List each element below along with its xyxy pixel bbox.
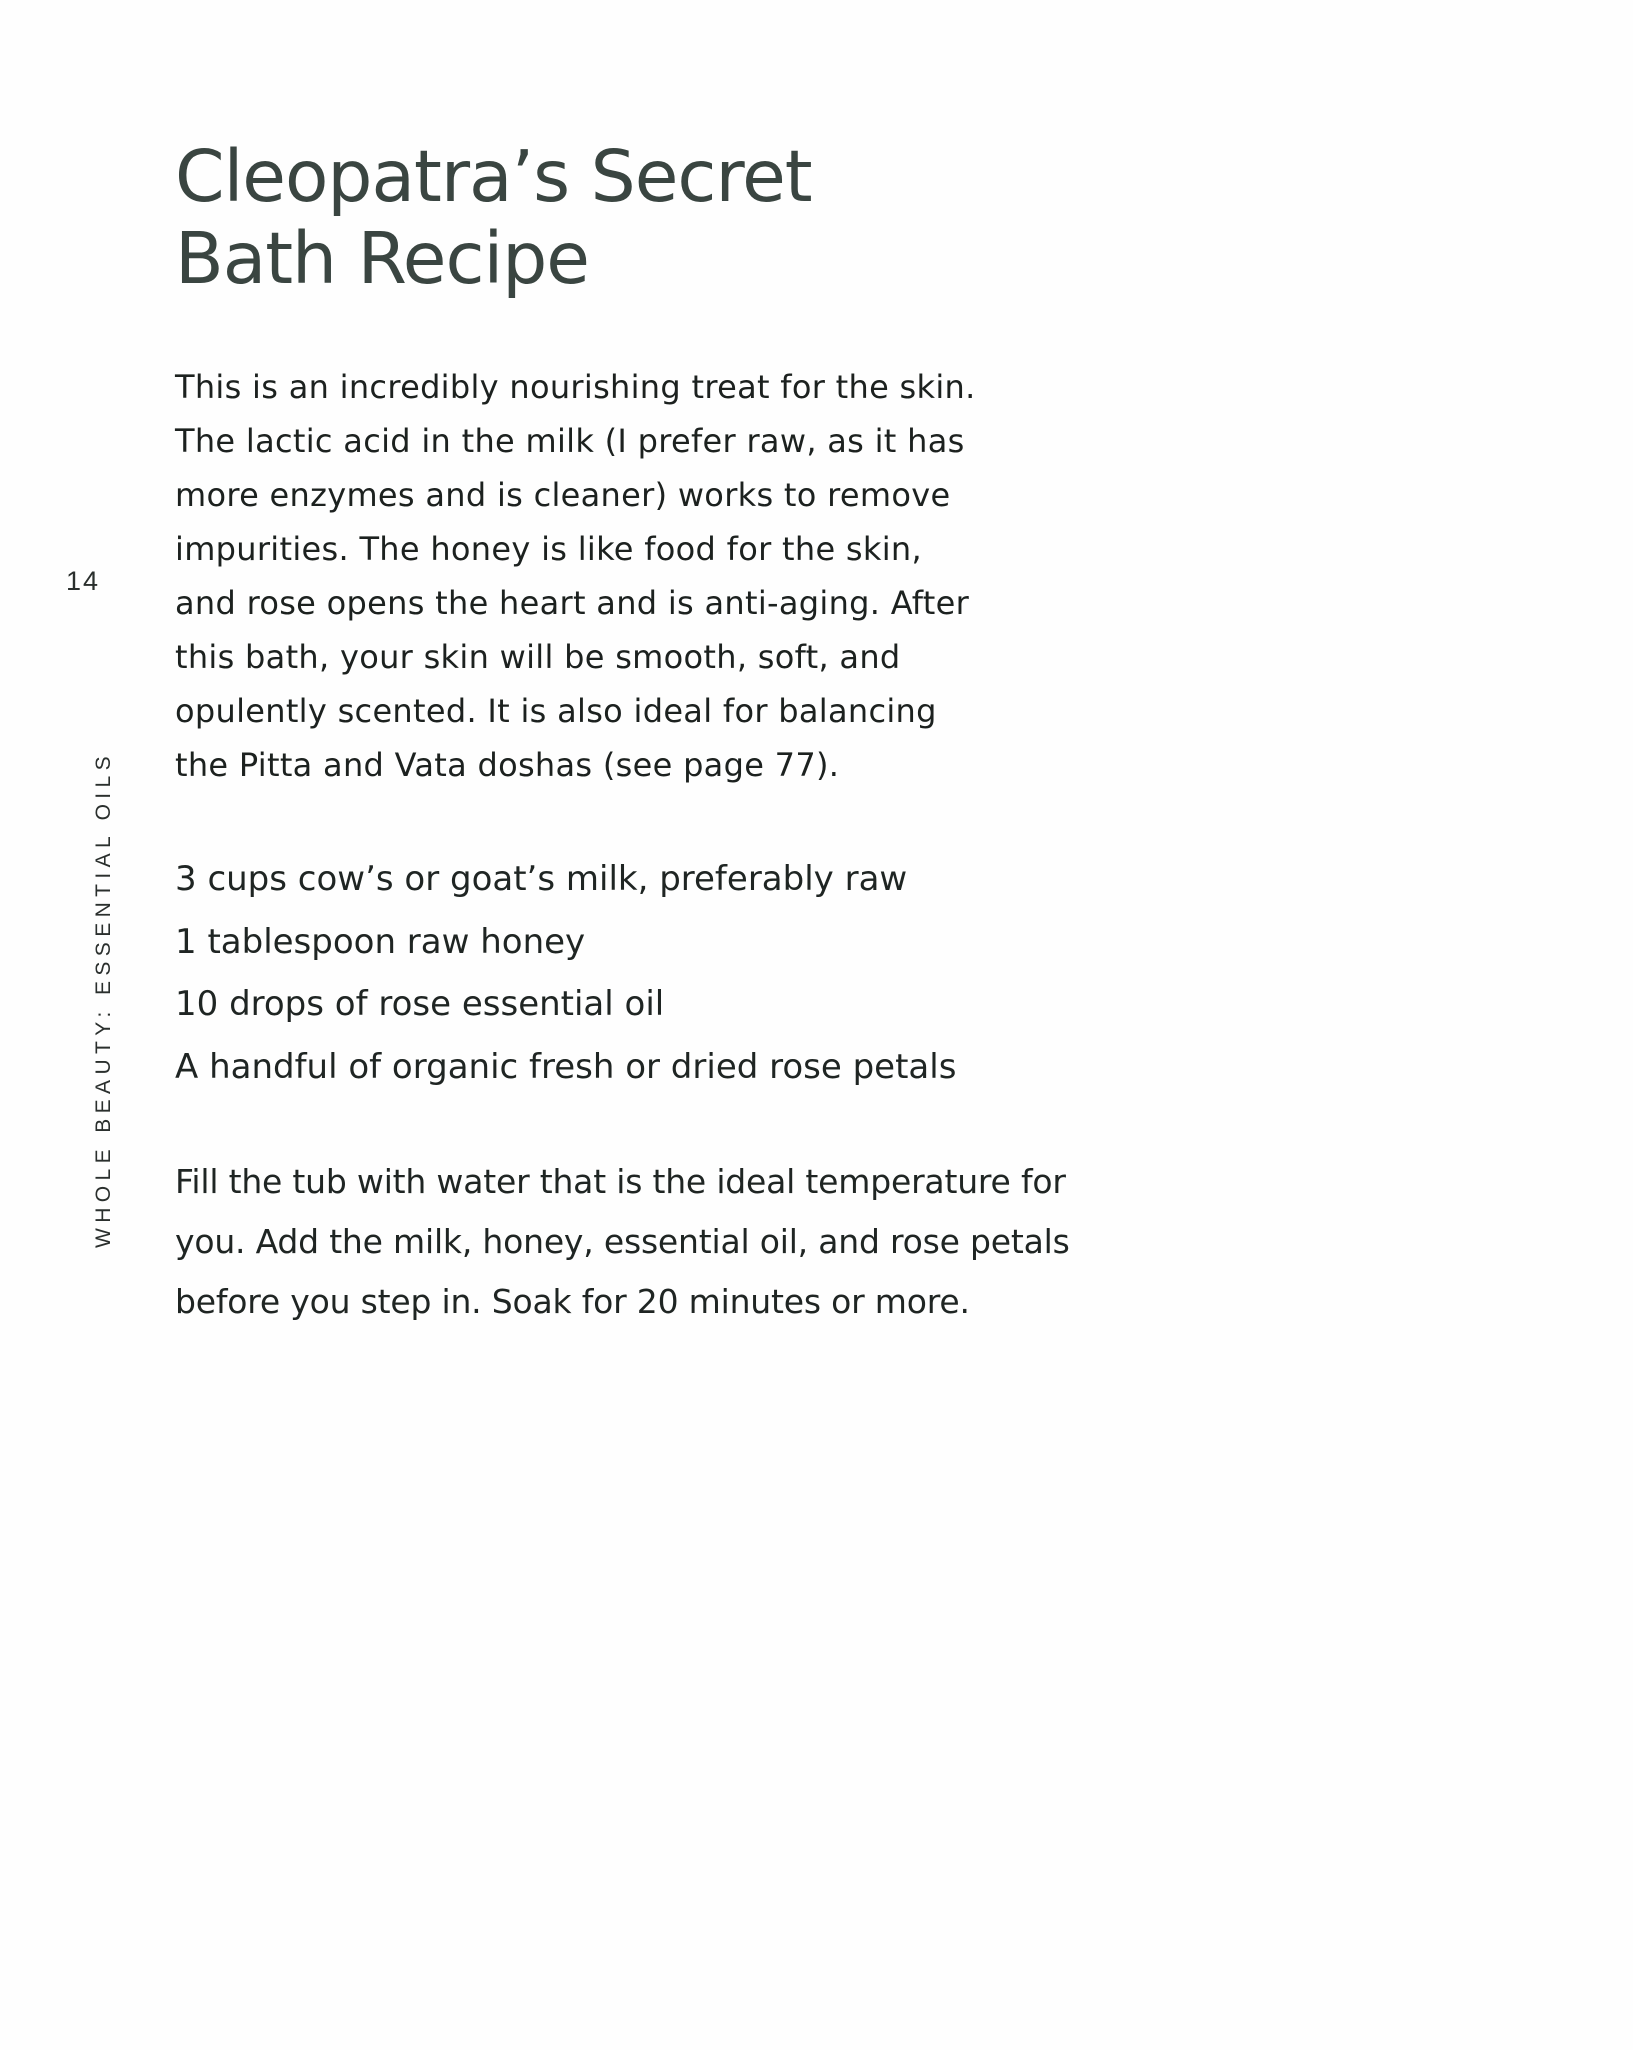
page-number: 14 xyxy=(66,566,101,596)
intro-line: The lactic acid in the milk (I prefer raw, as it has xyxy=(175,422,965,460)
running-head: WHOLE BEAUTY: ESSENTIAL OILS xyxy=(92,750,115,1248)
intro-line: this bath, your skin will be smooth, soft, and xyxy=(175,638,901,676)
intro-paragraph xyxy=(175,360,1215,792)
intro-line: more enzymes and is cleaner) works to remove xyxy=(175,476,951,514)
directions-line: before you step in. Soak for 20 minutes or more. xyxy=(175,1282,970,1321)
ingredient-item: 3 cups cow’s or goat’s milk, preferably raw xyxy=(175,859,908,899)
intro-line: and rose opens the heart and is anti-aging. After xyxy=(175,584,970,622)
intro-line: This is an incredibly nourishing treat for the skin. xyxy=(175,368,976,406)
ingredient-item: 1 tablespoon raw honey xyxy=(175,921,586,962)
directions-paragraph xyxy=(175,1152,1275,1332)
ingredient-list xyxy=(175,848,956,1098)
directions-line: you. Add the milk, honey, essential oil, and rose petals xyxy=(175,1222,1070,1261)
title-line: Bath Recipe xyxy=(175,217,589,300)
title-line: Cleopatra’s Secret xyxy=(175,135,812,218)
recipe-title xyxy=(175,136,1075,300)
intro-line: opulently scented. It is also ideal for balancing xyxy=(175,692,937,730)
intro-line: impurities. The honey is like food for the skin, xyxy=(175,530,922,568)
ingredient-item: A handful of organic fresh or dried rose petals xyxy=(175,1046,957,1087)
intro-line: the Pitta and Vata doshas (see page 77). xyxy=(175,746,840,784)
ingredient-item: 10 drops of rose essential oil xyxy=(175,984,665,1024)
directions-line: Fill the tub with water that is the ideal temperature for xyxy=(175,1162,1066,1201)
